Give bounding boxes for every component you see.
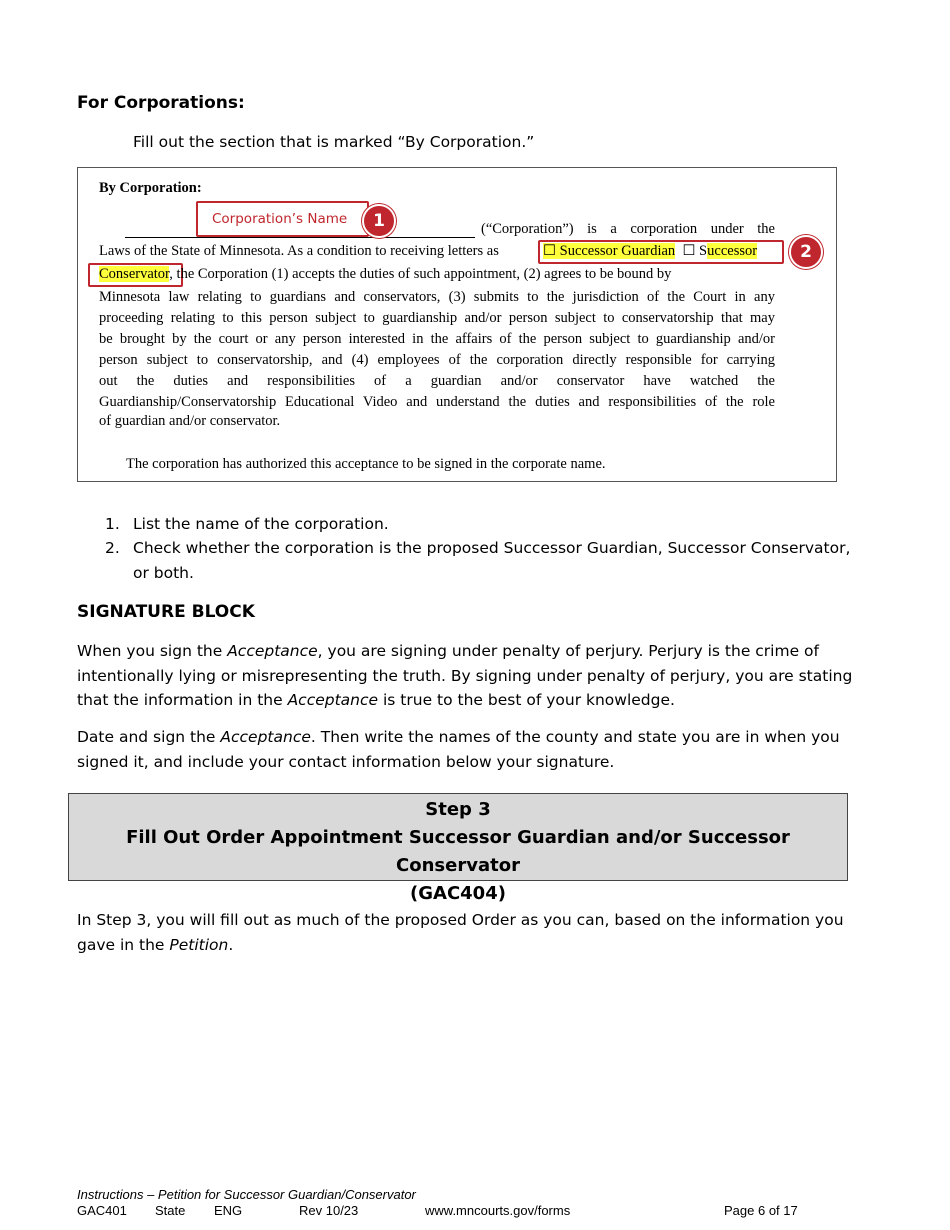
excerpt-body-line: Minnesota law relating to guardians and conservators, (3) submits to the jurisdiction of the Court in any: [99, 289, 775, 305]
footer-jurisdiction: State: [155, 1203, 186, 1218]
list-item: 1.: [105, 515, 120, 533]
excerpt-body-line: be brought by the court or any person interested in the affairs of the person subject to guardianship and/or: [99, 331, 775, 347]
footer-url[interactable]: www.mncourts.gov/forms: [425, 1203, 571, 1218]
list-item-text: List the name of the corporation.: [133, 515, 389, 533]
excerpt-body-line: out the duties and responsibilities of a guardian and/or conservator have watched the: [99, 373, 775, 389]
excerpt-body-line: Guardianship/Conservatorship Educational Video and understand the duties and responsibilities of the role: [99, 394, 775, 410]
callout-corporation-name-label: Corporation’s Name: [212, 211, 348, 227]
excerpt-title: By Corporation:: [99, 180, 202, 196]
list-item-text: Check whether the corporation is the proposed Successor Guardian, Successor Conservator,: [133, 539, 851, 557]
footer-form-code: GAC401: [77, 1203, 127, 1218]
checkbox-successor-guardian: ☐ Successor Guardian: [543, 243, 676, 259]
checkbox-successor-conservator: ☐ Successor: [682, 243, 758, 259]
footer-language: ENG: [214, 1203, 243, 1218]
form-excerpt-image: [77, 167, 837, 482]
signature-paragraph-2: Date and sign the Acceptance. Then write the names of the county and state you are in when you signed it, and include your contact information below your signature.: [77, 728, 840, 771]
excerpt-body-line: proceeding relating to this person subject to guardianship and/or person subject to conservatorship that may: [99, 310, 775, 326]
step-title: Fill Out Order Appointment Successor Guardian and/or Successor Conservator: [126, 827, 790, 876]
callout-2-badge: 2: [789, 235, 823, 269]
step-3-box: [68, 793, 848, 904]
excerpt-authorized-line: The corporation has authorized this acceptance to be signed in the corporate name.: [126, 456, 606, 472]
callout-corporation-name-box: [196, 201, 369, 237]
signature-heading: SIGNATURE BLOCK: [77, 602, 255, 622]
step-number: Step 3: [425, 799, 491, 820]
step-3-text: In Step 3, you will fill out as much of the proposed Order as you can, based on the information you gave in the Petition.: [77, 911, 844, 954]
footer-revision: Rev 10/23: [299, 1203, 359, 1218]
list-item: 2.: [105, 539, 120, 557]
intro-text: Fill out the section that is marked “By Corporation.”: [133, 133, 535, 151]
excerpt-line-3: Conservator, the Corporation (1) accepts the duties of such appointment, (2) agrees to be bound by: [99, 266, 672, 282]
step-form-code: (GAC404): [410, 883, 506, 904]
callout-1-badge: 1: [362, 204, 396, 238]
excerpt-last-line: of guardian and/or conservator.: [99, 413, 281, 429]
footer-page-number: Page 6 of 17: [724, 1203, 798, 1218]
excerpt-line-1: (“Corporation”) is a corporation under the: [481, 221, 775, 237]
checkbox-successor-options: [543, 243, 757, 260]
section-heading: For Corporations:: [77, 93, 245, 113]
excerpt-body-line: person subject to conservatorship, and (4) employees of the corporation directly responsible for carrying: [99, 352, 775, 368]
footer-title: Instructions – Petition for Successor Guardian/Conservator: [77, 1187, 416, 1202]
excerpt-line-2: Laws of the State of Minnesota. As a condition to receiving letters as: [99, 243, 499, 259]
list-item-text-cont: or both.: [133, 564, 194, 582]
signature-paragraph-1: When you sign the Acceptance, you are signing under penalty of perjury. Perjury is the crime of intentionally lying or misrepresenting the truth. By signing under penalty of perjury, you are stating that the information in the Acceptance is true to the best of your knowledge.: [77, 642, 853, 709]
